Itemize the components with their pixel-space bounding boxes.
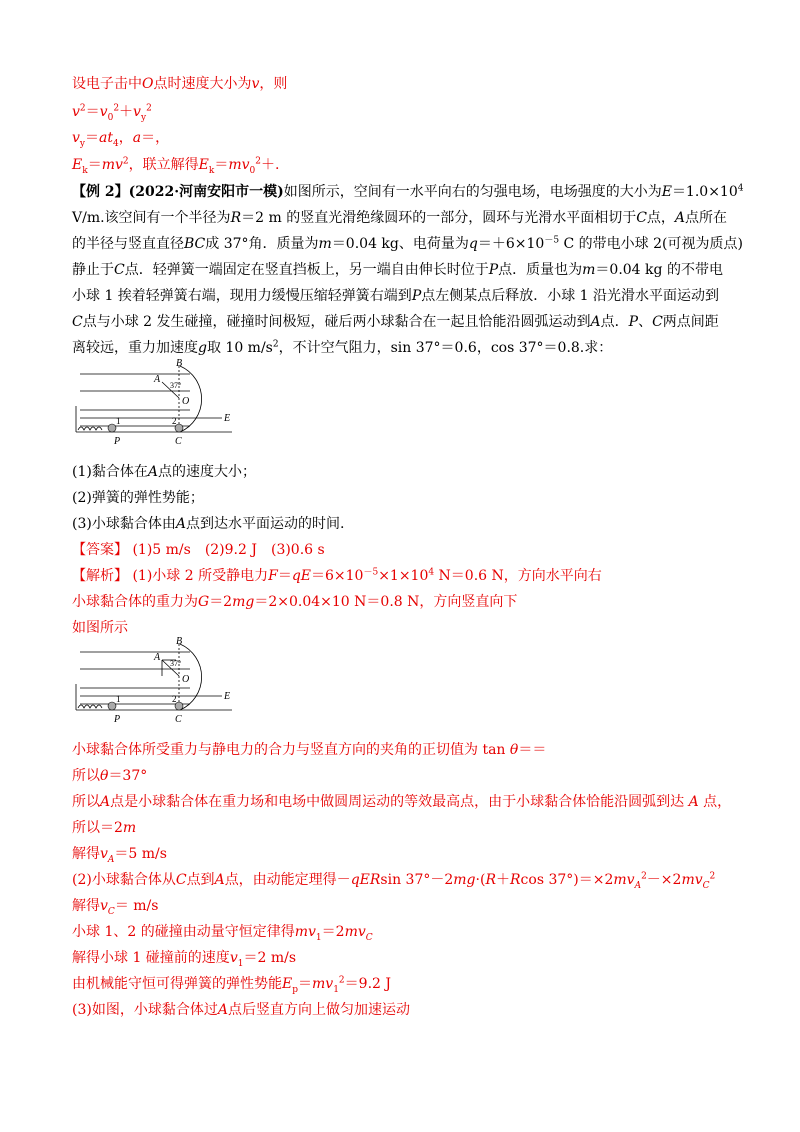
example-line-2: V/m.该空间有一个半径为R＝2 m 的竖直光滑绝缘圆环的一部分，圆环与光滑水平面相切于C点，A点所在 [72, 210, 728, 226]
label-E: E [224, 413, 231, 424]
label-A: A [154, 374, 161, 385]
physics-figure-1 [72, 358, 242, 458]
question-1: (1)黏合体在A点的速度大小； [72, 464, 256, 480]
question-2: (2)弹簧的弹性势能； [72, 490, 204, 506]
example-line-1: 【例 2】(2022·河南安阳市一模)如图所示，空间有一水平向右的匀强电场，电场强度的大小为$E=1.0\times 10^4$ [72, 183, 744, 200]
derivation-line-4: $E_k=mv^2$，联立解得$E_k=mv_0^2+$. [72, 156, 280, 176]
label-B: B [176, 636, 183, 647]
label-O: O [182, 396, 190, 407]
analysis-line-5: 所以θ＝37° [72, 768, 148, 784]
answer-line: 【答案】 (1)5 m/s (2)9.2 J (3)0.6 s [72, 542, 325, 558]
analysis-line-12: 解得小球 1 碰撞前的速度$v_1=2$ m/s [72, 950, 297, 969]
label-E: E [224, 691, 231, 702]
analysis-line-2: 小球黏合体的重力为G＝2mg＝2×0.04×10 N＝0.8 N，方向竖直向下 [72, 594, 518, 610]
label-P: P [114, 436, 121, 447]
derivation-line-3: $v_y=at_4$，a＝， [72, 130, 170, 149]
label-ball-1: 1 [116, 694, 121, 704]
derivation-line-2: $v^2=v_0^2+v_y^2$ [72, 103, 152, 123]
label-A: A [154, 652, 161, 663]
label-angle: 37° [170, 381, 182, 390]
label-P: P [114, 714, 121, 725]
label-ball-2: 2 [172, 416, 177, 426]
label-angle: 37° [170, 659, 182, 668]
example-line-5: 小球 1 挨着轻弹簧右端，现用力缓慢压缩轻弹簧右端到P点左侧某点后释放．小球 1 沿光滑水平面运动到 [72, 288, 720, 304]
physics-figure-2 [72, 636, 242, 736]
example-line-7: 离较远，重力加速度g取 10 $m/s^2$，不计空气阻力，sin 37°＝0.6，cos 37°＝0.8.求： [72, 339, 613, 356]
derivation-line-1: 设电子击中O点时速度大小为v，则 [72, 76, 288, 92]
label-B: B [176, 358, 183, 369]
label-C: C [175, 436, 182, 447]
analysis-line-11: 小球 1、2 的碰撞由动量守恒定律得$mv_1=2mv_C$ [72, 924, 373, 943]
analysis-line-8: 解得$v_A=5$ m/s [72, 846, 167, 865]
analysis-line-9: (2)小球黏合体从C点到A点，由动能定理得－qERsin 37°－2mg·(R＋Rcos $37^\circ)=\times 2mv_A^2-\times 2mv_C^2$ [72, 871, 716, 891]
label-ball-2: 2 [172, 694, 177, 704]
analysis-line-3: 如图所示 [72, 620, 128, 636]
analysis-line-4: 小球黏合体所受重力与静电力的合力与竖直方向的夹角的正切值为 tan θ＝＝ [72, 742, 547, 758]
analysis-line-13: 由机械能守恒可得弹簧的弹性势能$E_p=mv_1^2=9.2$ J [72, 975, 391, 995]
analysis-line-6: 所以A点是小球黏合体在重力场和电场中做圆周运动的等效最高点，由于小球黏合体恰能沿圆弧到达 A 点， [72, 794, 732, 810]
analysis-line-1: 【解析】 (1)小球 2 所受静电力$F=qE=6\times 10^{-5}\times 1\times 10^4$ N＝0.6 N，方向水平向右 [72, 567, 602, 584]
analysis-line-7: 所以＝2m [72, 820, 137, 836]
analysis-line-14: (3)如图，小球黏合体过A点后竖直方向上做匀加速运动 [72, 1002, 410, 1018]
example-line-4: 静止于C点．轻弹簧一端固定在竖直挡板上，另一端自由伸长时位于P点．质量也为m＝0.04 kg 的不带电 [72, 262, 723, 278]
label-C: C [175, 714, 182, 725]
label-O: O [182, 674, 190, 685]
label-ball-1: 1 [116, 416, 121, 426]
analysis-line-10: 解得$v_C= m/s$ [72, 898, 159, 917]
question-3: (3)小球黏合体由A点到达水平面运动的时间. [72, 516, 345, 532]
example-line-6: C点与小球 2 发生碰撞，碰撞时间极短，碰后两小球黏合在一起且恰能沿圆弧运动到A点．P、C两点间距 [72, 314, 719, 330]
example-line-3: 的半径与竖直直径BC成 37°角．质量为m＝0.04 kg、电荷量为$q=+6\times 10^{-5}$ C 的带电小球 2(可视为质点) [72, 235, 743, 252]
